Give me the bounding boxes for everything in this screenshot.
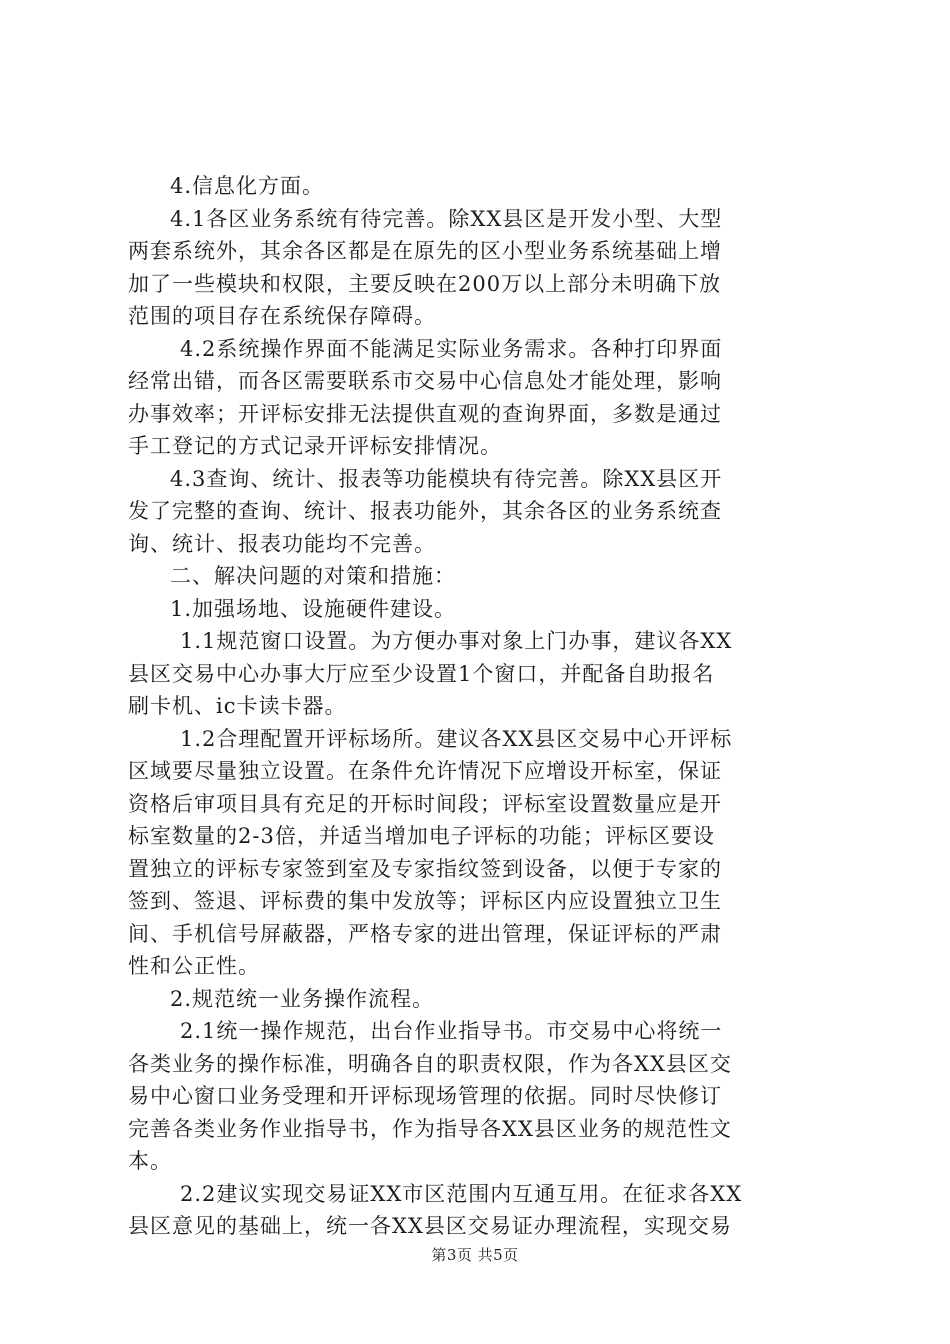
text-line: 4.3查询、统计、报表等功能模块有待完善。除XX县区开 <box>170 466 723 491</box>
text-line: 1.1规范窗口设置。为方便办事对象上门办事，建议各XX <box>180 629 733 653</box>
page-footer: 第3页 共5页 <box>431 1246 519 1264</box>
text-line: 2.规范统一业务操作流程。 <box>170 986 435 1011</box>
text-line: 资格后审项目具有充足的开标时间段；评标室设置数量应是开 <box>128 791 722 816</box>
text-line: 办事效率；开评标安排无法提供直观的查询界面，多数是通过 <box>128 401 722 426</box>
text-line: 询、统计、报表功能均不完善。 <box>128 531 436 556</box>
text-line: 间、手机信号屏蔽器，严格专家的进出管理，保证评标的严肃 <box>128 921 722 946</box>
text-line: 易中心窗口业务受理和开评标现场管理的依据。同时尽快修订 <box>128 1084 722 1108</box>
text-line: 2.1统一操作规范，出台作业指导书。市交易中心将统一 <box>180 1019 723 1043</box>
text-line: 范围的项目存在系统保存障碍。 <box>128 304 436 328</box>
document-body <box>128 170 828 1243</box>
text-line: 1.2合理配置开评标场所。建议各XX县区交易中心开评标 <box>180 726 733 751</box>
text-line: 县区交易中心办事大厅应至少设置1个窗口，并配备自助报名 <box>128 661 715 686</box>
text-line: 本。 <box>128 1149 172 1173</box>
text-line: 签到、签退、评标费的集中发放等；评标区内应设置独立卫生 <box>128 889 722 913</box>
text-line: 标室数量的2-3倍，并适当增加电子评标的功能；评标区要设 <box>128 824 715 848</box>
text-line: 性和公正性。 <box>128 954 260 978</box>
text-line: 刷卡机、ic卡读卡器。 <box>128 694 347 718</box>
text-line: 4.1各区业务系统有待完善。除XX县区是开发小型、大型 <box>170 206 723 231</box>
text-line: 4.2系统操作界面不能满足实际业务需求。各种打印界面 <box>180 336 723 361</box>
text-line: 手工登记的方式记录开评标安排情况。 <box>128 434 502 458</box>
text-line: 区域要尽量独立设置。在条件允许情况下应增设开标室，保证 <box>128 759 722 783</box>
text-line: 4.信息化方面。 <box>170 174 325 198</box>
text-line: 经常出错，而各区需要联系市交易中心信息处才能处理，影响 <box>128 369 722 393</box>
text-line: 各类业务的操作标准，明确各自的职责权限，作为各XX县区交 <box>128 1051 732 1076</box>
text-line: 加了一些模块和权限，主要反映在200万以上部分未明确下放 <box>128 271 722 296</box>
text-line: 1.加强场地、设施硬件建设。 <box>170 596 457 621</box>
text-line: 发了完整的查询、统计、报表功能外，其余各区的业务系统查 <box>128 499 722 523</box>
text-line: 两套系统外，其余各区都是在原先的区小型业务系统基础上增 <box>128 239 722 263</box>
text-line: 完善各类业务作业指导书，作为指导各XX县区业务的规范性文 <box>128 1116 732 1141</box>
text-line: 置独立的评标专家签到室及专家指纹签到设备，以便于专家的 <box>128 856 722 881</box>
text-line: 二、解决问题的对策和措施： <box>170 564 456 588</box>
text-line: 县区意见的基础上，统一各XX县区交易证办理流程，实现交易 <box>128 1214 732 1238</box>
text-line: 2.2建议实现交易证XX市区范围内互通互用。在征求各XX <box>180 1181 743 1206</box>
